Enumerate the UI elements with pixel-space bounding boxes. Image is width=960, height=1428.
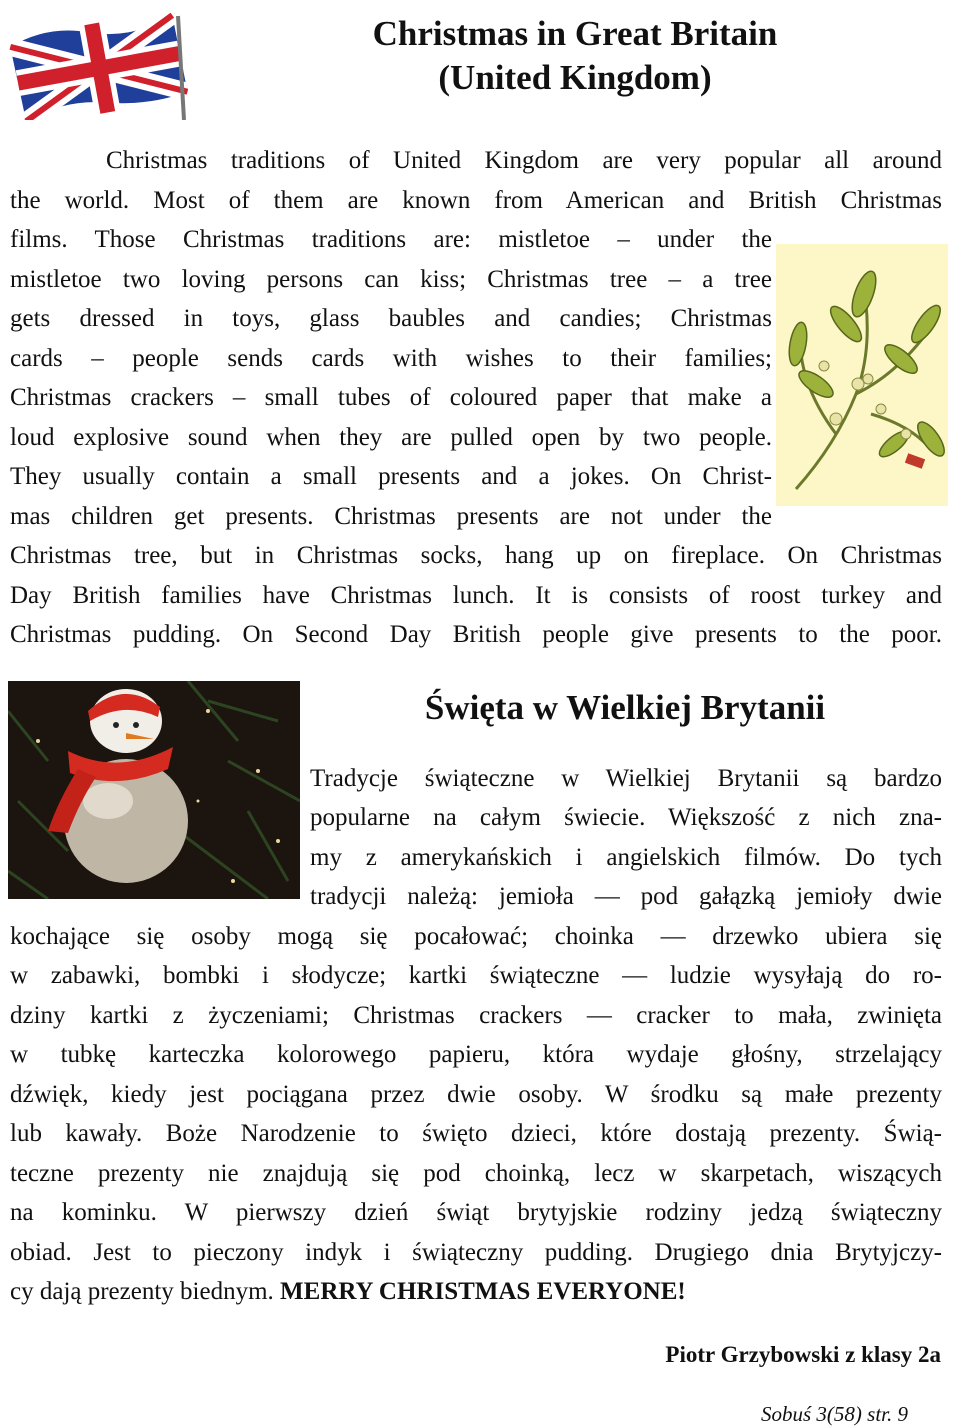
- english-title: [230, 12, 920, 100]
- polish-line: lub kawały. Boże Narodzenie to święto dzieci, które dostają prezenty. Świą-: [10, 1120, 942, 1147]
- english-line: Christmas crackers – small tubes of coloured paper that make a: [10, 384, 772, 411]
- english-line: gets dressed in toys, glass baubles and candies; Christmas: [10, 305, 772, 332]
- english-line: Christmas traditions of United Kingdom are very popular all around: [106, 147, 942, 174]
- english-line: films. Those Christmas traditions are: mistletoe – under the: [10, 226, 772, 253]
- snowman-ornament-photo: [8, 681, 300, 899]
- english-title-line2: (United Kingdom): [438, 58, 712, 97]
- polish-line: na kominku. W pierwszy dzień świąt brytyjskie rodziny jedzą świąteczny: [10, 1199, 942, 1226]
- english-line: mas children get presents. Christmas presents are not under the: [10, 503, 772, 530]
- english-line: They usually contain a small presents and a jokes. On Christ-: [10, 463, 772, 490]
- polish-line: dźwięk, kiedy jest pociągana przez dwie osoby. W środku są małe prezenty: [10, 1081, 942, 1108]
- english-line: cards – people sends cards with wishes to their families;: [10, 345, 772, 372]
- english-line: Day British families have Christmas lunch. It is consists of roost turkey and: [10, 582, 942, 609]
- english-line: Christmas tree, but in Christmas socks, hang up on fireplace. On Christmas: [10, 542, 942, 569]
- polish-line: my z amerykańskich i angielskich filmów. Do tych: [310, 844, 942, 871]
- polish-title: Święta w Wielkiej Brytanii: [424, 688, 826, 727]
- polish-line: w tubkę karteczka kolorowego papieru, która wydaje głośny, strzelający: [10, 1041, 942, 1068]
- mistletoe-image: [776, 244, 948, 506]
- polish-line: teczne prezenty nie znajdują się pod choinką, lecz w skarpetach, wiszących: [10, 1160, 942, 1187]
- polish-last-text: cy dają prezenty biednym.: [10, 1278, 274, 1305]
- polish-line: kochające się osoby mogą się pocałować; choinka — drzewko ubiera się: [10, 923, 942, 950]
- polish-line: w zabawki, bombki i słodycze; kartki świąteczne — ludzie wysyłają do ro-: [10, 962, 942, 989]
- union-jack-flag-image: [6, 8, 188, 120]
- polish-line: dziny kartki z życzeniami; Christmas crackers — cracker to mała, zwinięta: [10, 1002, 942, 1029]
- english-line: loud explosive sound when they are pulled open by two people.: [10, 424, 772, 451]
- english-line: the world. Most of them are known from American and British Christmas: [10, 187, 942, 214]
- merry-christmas-closing: MERRY CHRISTMAS EVERYONE!: [280, 1278, 686, 1305]
- polish-line: obiad. Jest to pieczony indyk i świąteczny pudding. Drugiego dnia Brytyjczy-: [10, 1239, 942, 1266]
- author-signature: Piotr Grzybowski z klasy 2a: [665, 1342, 941, 1367]
- polish-line: Tradycje świąteczne w Wielkiej Brytanii są bardzo: [310, 765, 942, 792]
- english-line: Christmas pudding. On Second Day British people give presents to the poor.: [10, 621, 942, 648]
- polish-line: popularne na całym świecie. Większość z nich zna-: [310, 804, 942, 831]
- polish-line: tradycji należą: jemioła — pod gałązką jemioły dwie: [310, 883, 942, 910]
- english-title-line1: Christmas in Great Britain: [372, 14, 778, 53]
- page-footer: Sobuś 3(58) str. 9: [760, 1402, 908, 1426]
- polish-last-line: [10, 1272, 942, 1312]
- english-line: mistletoe two loving persons can kiss; Christmas tree – a tree: [10, 266, 772, 293]
